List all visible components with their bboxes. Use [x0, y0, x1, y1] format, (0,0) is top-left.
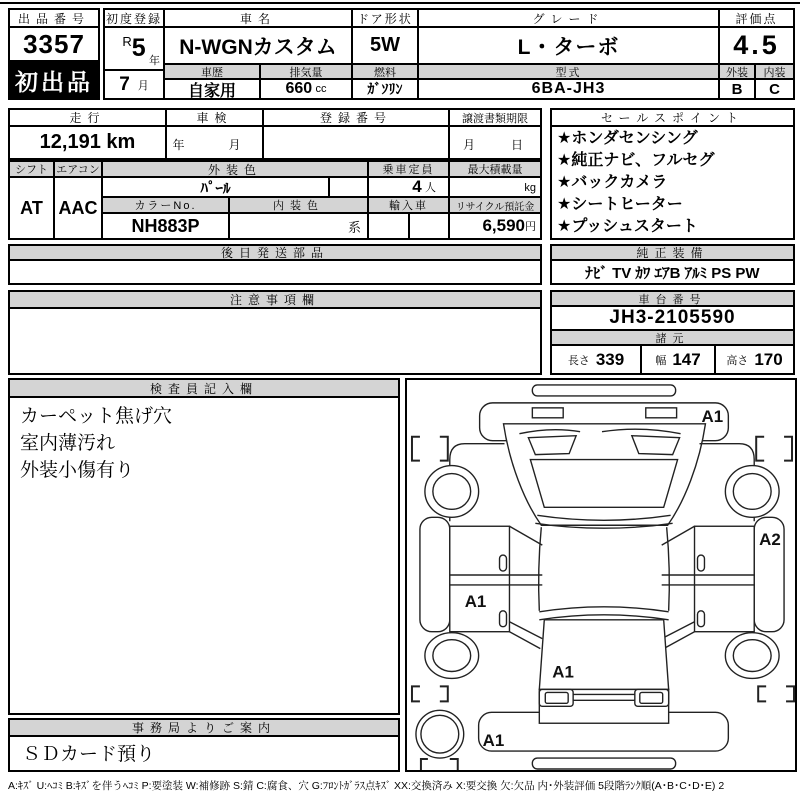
height-value: 170 — [754, 349, 783, 369]
score: 4.5 — [720, 28, 793, 65]
office-value: ＳＤカード預り — [22, 744, 156, 765]
capacity-label: 乗車定員 — [369, 162, 450, 178]
inspector-note-line: カーペット焦げ穴 — [20, 406, 173, 427]
fuel-label: 燃料 — [353, 65, 419, 80]
year-unit: 年 — [149, 55, 160, 67]
max-load-label: 最大積載量 — [450, 162, 540, 178]
capacity-value — [369, 178, 450, 198]
later-parts-box — [8, 244, 542, 285]
sales-point-item: ★純正ナビ、フルセグ — [557, 152, 715, 169]
sales-points-label: セールスポイント — [552, 110, 793, 127]
mileage-table — [8, 108, 542, 160]
transfer-deadline-label: 譲渡書類期限 — [450, 110, 540, 127]
damage-mark-rear-window: A1 — [552, 662, 574, 682]
max-load-value: kg — [450, 178, 540, 198]
equipment-value: ﾅﾋﾞ TV ｶﾜ ｴｱB ｱﾙﾐ PS PW — [585, 264, 760, 282]
reg-month: 7 — [119, 73, 130, 95]
grade-label: グレード — [419, 10, 720, 28]
height-cell — [716, 346, 793, 373]
inspection-label: 車検 — [167, 110, 264, 127]
length-label: 長さ — [567, 354, 590, 367]
color-no-label: カラーNo. — [103, 198, 230, 214]
import-cell-left — [369, 214, 410, 238]
diagram-box — [405, 378, 797, 772]
chassis-label: 車台番号 — [552, 292, 793, 307]
history-label: 車歴 — [165, 65, 261, 80]
shift-value: AT — [10, 178, 55, 238]
mileage-label: 走行 — [10, 110, 167, 127]
vehicle-header-table — [103, 8, 795, 100]
exterior-color-subcell — [330, 178, 369, 198]
first-registration-year — [105, 28, 163, 71]
inspector-label: 検査員記入欄 — [10, 380, 398, 398]
height-label: 高さ — [726, 354, 749, 367]
chassis-number: JH3-2105590 — [552, 307, 793, 331]
exterior-color-label: 外装色 — [103, 162, 369, 178]
interior-color-label: 内装色 — [230, 198, 369, 214]
damage-mark-left-rear-door: A1 — [464, 591, 487, 611]
car-diagram — [407, 380, 795, 770]
lot-number-box — [8, 8, 100, 100]
width-label: 幅 — [655, 354, 667, 367]
spare-tire — [416, 710, 464, 758]
import-cell-right — [410, 214, 450, 238]
door-shape: 5W — [353, 28, 419, 65]
notes-box — [8, 290, 542, 375]
inspector-note-line: 室内薄汚れ — [20, 433, 116, 454]
door-shape-label: ドア形状 — [353, 10, 419, 28]
interior-grade-label: 内装 — [756, 65, 793, 80]
sales-point-item: ★シートヒーター — [557, 196, 683, 213]
score-label: 評価点 — [720, 10, 793, 28]
office-label: 事務局よりご案内 — [10, 720, 398, 737]
damage-mark-front-bumper: A1 — [701, 406, 724, 426]
fuel-value: ｶﾞｿﾘﾝ — [353, 80, 419, 98]
width-value: 147 — [672, 349, 701, 369]
equipment-box — [550, 244, 795, 285]
era-mark: R — [122, 34, 132, 49]
sales-point-item: ★プッシュスタート — [557, 218, 698, 235]
length-cell — [552, 346, 642, 373]
sales-points-list — [552, 127, 793, 239]
sales-points-box — [550, 108, 795, 240]
first-registration-month — [105, 71, 163, 98]
car-name-label: 車名 — [165, 10, 353, 28]
interior-color-value: 系 — [230, 214, 369, 238]
registration-no-value — [264, 127, 450, 158]
notes-label: 注意事項欄 — [10, 292, 540, 309]
car-name: N-WGNカスタム — [165, 28, 353, 65]
grade: L・ターボ — [419, 28, 720, 65]
lot-number: 3357 — [10, 28, 98, 62]
exterior-color-value: ﾊﾟｰﾙ — [103, 178, 330, 198]
length-value: 339 — [595, 349, 625, 369]
displacement-unit: cc — [315, 83, 327, 95]
inspection-value: 年 月 — [167, 127, 264, 158]
capacity-unit: 人 — [425, 182, 436, 194]
capacity-number: 4 — [412, 178, 422, 196]
displacement-number: 660 — [285, 80, 313, 97]
first-registration-cell — [105, 28, 165, 98]
displacement-label: 排気量 — [261, 65, 353, 80]
exterior-grade: B — [720, 80, 756, 98]
exterior-grade-label: 外装 — [720, 65, 756, 80]
month-unit: 月 — [137, 79, 149, 92]
legend-text: A:ｷｽﾞ U:ﾍｺﾐ B:ｷｽﾞを伴うﾍｺﾐ P:要塗装 W:補修跡 S:錆 C:腐食、穴 G:ﾌﾛﾝﾄｶﾞﾗｽ点ｷｽﾞ XX:交換済み X:要交換 欠:欠品 内･外装評価 5段階ﾗﾝｸ順(A･B･C･D･E) 2 — [8, 780, 725, 792]
history-value: 自家用 — [165, 80, 261, 98]
damage-mark-right-side: A2 — [759, 530, 781, 550]
aircon-value: AAC — [55, 178, 103, 238]
equipment-label: 純正装備 — [552, 246, 793, 261]
sales-point-item: ★ホンダセンシング — [557, 130, 698, 147]
model-code-value: 6BA-JH3 — [419, 80, 720, 98]
first-listing-badge: 初出品 — [10, 62, 98, 98]
shift-label: シフト — [10, 162, 55, 178]
top-rule — [0, 2, 800, 4]
lot-number-label: 出品番号 — [10, 10, 98, 28]
chassis-box — [550, 290, 795, 375]
front-section — [480, 385, 729, 528]
mileage-value: 12,191 km — [10, 127, 167, 158]
recycle-amount: 6,590 — [482, 216, 525, 235]
displacement-value — [261, 80, 353, 98]
interior-grade: C — [756, 80, 793, 98]
office-box — [8, 718, 400, 772]
inspector-notes — [10, 398, 398, 489]
model-code-label: 型式 — [419, 65, 720, 80]
recycle-deposit-value — [450, 214, 540, 238]
aircon-label: エアコン — [55, 162, 103, 178]
inspector-box — [8, 378, 400, 715]
recycle-unit: 円 — [525, 221, 536, 233]
inspector-note-line: 外装小傷有り — [20, 460, 135, 481]
recycle-deposit-label: リサイクル預託金 — [450, 198, 540, 214]
color-no-value: NH883P — [103, 214, 230, 238]
spec-table — [8, 160, 542, 240]
roof-section — [539, 527, 670, 611]
import-label: 輸入車 — [369, 198, 450, 214]
transfer-deadline-value: 月 日 — [450, 127, 540, 158]
later-parts-label: 後日発送部品 — [10, 246, 540, 261]
damage-mark-rear-bumper: A1 — [482, 731, 505, 751]
registration-no-label: 登録番号 — [264, 110, 450, 127]
dimensions-label: 諸元 — [552, 331, 793, 346]
first-registration-label: 初度登録 — [105, 10, 165, 28]
reg-year: 5 — [131, 34, 146, 62]
sales-point-item: ★バックカメラ — [557, 174, 668, 191]
width-cell — [642, 346, 716, 373]
